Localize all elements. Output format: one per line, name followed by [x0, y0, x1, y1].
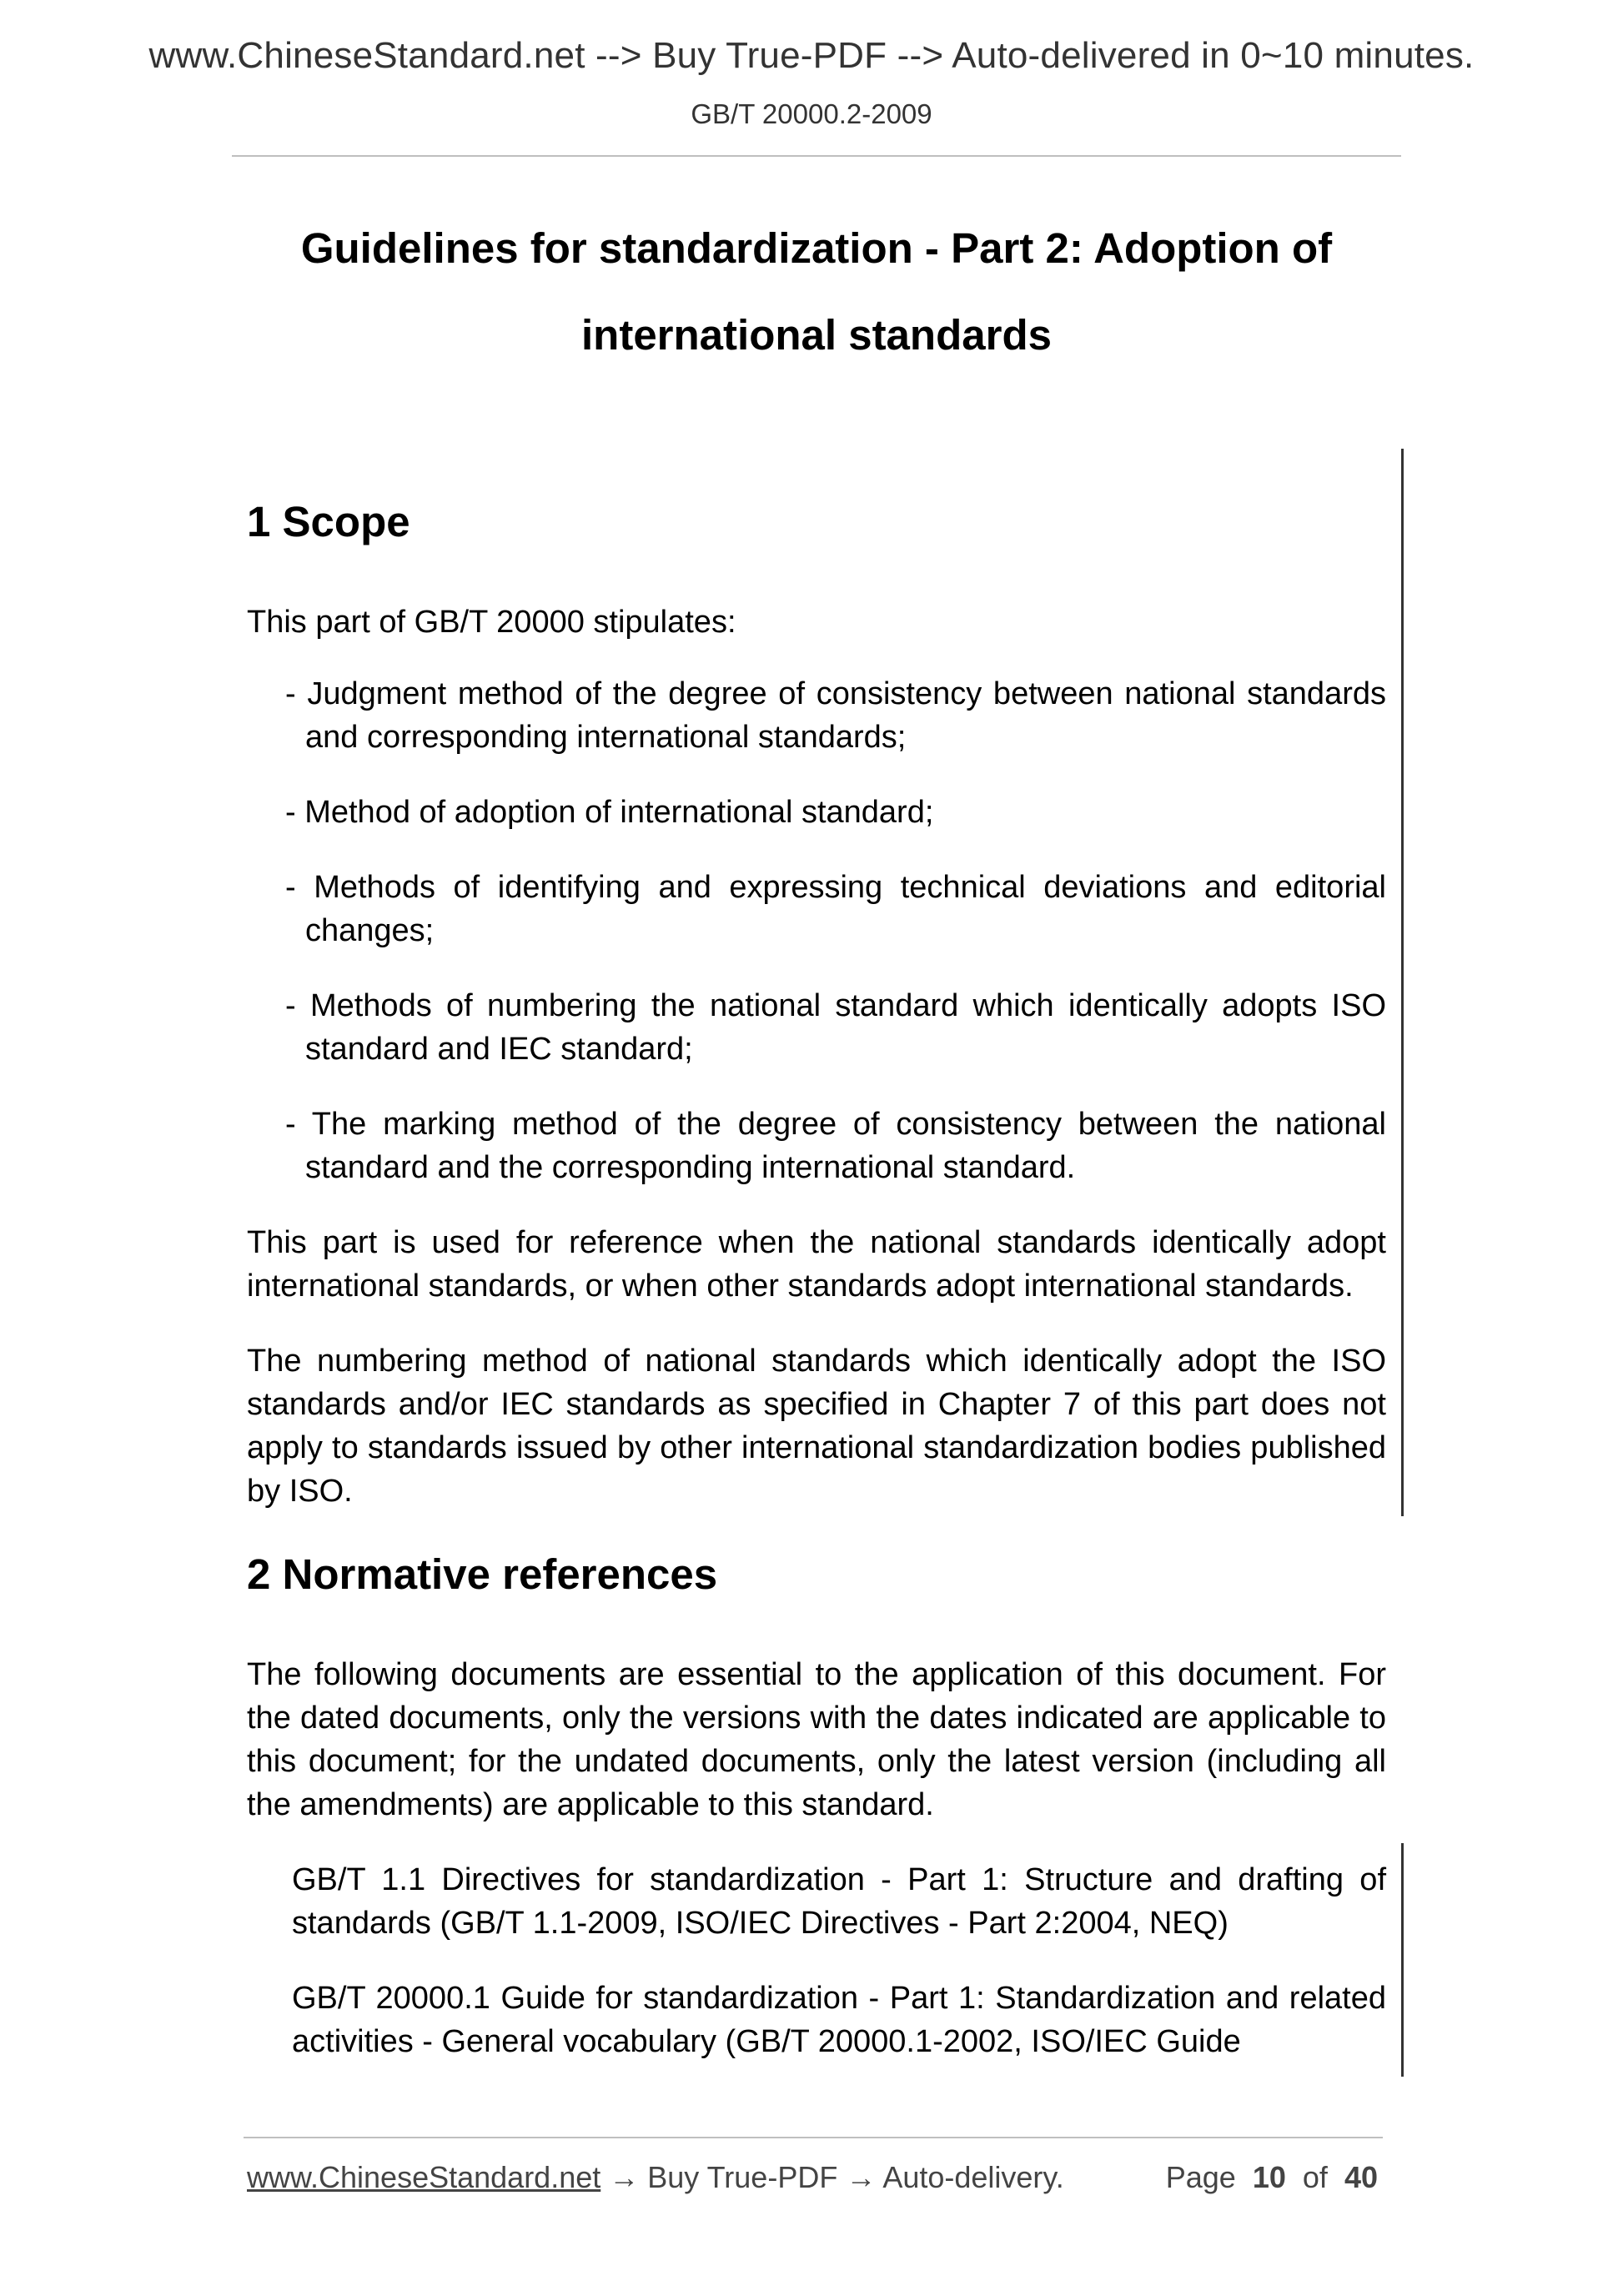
- page-label: Page: [1165, 2160, 1236, 2194]
- footer-divider: [244, 2137, 1383, 2138]
- scope-bullet: - Methods of identifying and expressing technical deviations and editorial changes;: [285, 870, 1386, 948]
- page-number: 10: [1252, 2160, 1286, 2194]
- scope-intro: This part of GB/T 20000 stipulates:: [247, 605, 736, 640]
- change-bar: [1401, 449, 1404, 1516]
- section-heading-scope: 1 Scope: [247, 498, 410, 545]
- title-line-1: Guidelines for standardization - Part 2: Adoption of: [300, 224, 1333, 272]
- footer: [247, 2160, 1378, 2195]
- page-total: 40: [1344, 2160, 1378, 2194]
- document-title: [232, 205, 1401, 379]
- references-intro: The following documents are essential to the application of this document. For the dated documents, only the versions with the dates indicated are applicable to this document; for the undated documents, only the latest version (including all the amendments) are applicable to this standard.: [247, 1657, 1386, 1822]
- section-heading-normative-references: 2 Normative references: [247, 1550, 718, 1598]
- page-indicator: [1166, 2160, 1378, 2195]
- footer-link[interactable]: www.ChineseStandard.net: [247, 2160, 601, 2194]
- reference-item: GB/T 20000.1 Guide for standardization - Part 1: Standardization and related activities - General vocabulary (GB/T 20000.1-2002, ISO/IEC Guide: [292, 1981, 1386, 2059]
- scope-bullet: - Method of adoption of international standard;: [285, 795, 934, 830]
- standard-code: GB/T 20000.2-2009: [691, 98, 932, 129]
- scope-bullet: - Methods of numbering the national standard which identically adopts ISO standard and IEC standard;: [285, 988, 1386, 1067]
- scope-paragraph: This part is used for reference when the national standards identically adopt international standards, or when other standards adopt international standards.: [247, 1225, 1386, 1304]
- change-bar: [1401, 1843, 1404, 2077]
- title-line-2: international standards: [581, 311, 1052, 359]
- footer-suffix: → Buy True-PDF → Auto-delivery.: [600, 2160, 1064, 2194]
- header-divider: [232, 155, 1401, 157]
- scope-bullet: - The marking method of the degree of consistency between the national standard and the corresponding international standard.: [285, 1107, 1386, 1185]
- reference-item: GB/T 1.1 Directives for standardization - Part 1: Structure and drafting of standards (GB/T 1.1-2009, ISO/IEC Directives - Part 2:2004, NEQ): [292, 1862, 1386, 1941]
- of-label: of: [1302, 2160, 1328, 2194]
- header-link-text[interactable]: www.ChineseStandard.net --> Buy True-PDF --> Auto-delivered in 0~10 minutes.: [148, 35, 1475, 76]
- document-body: [247, 492, 1386, 2095]
- scope-bullet: - Judgment method of the degree of consistency between national standards and corresponding international standards;: [285, 676, 1386, 755]
- scope-paragraph: The numbering method of national standards which identically adopt the ISO standards and/or IEC standards as specified in Chapter 7 of this part does not apply to standards issued by other international standardization bodies published by ISO.: [247, 1344, 1386, 1509]
